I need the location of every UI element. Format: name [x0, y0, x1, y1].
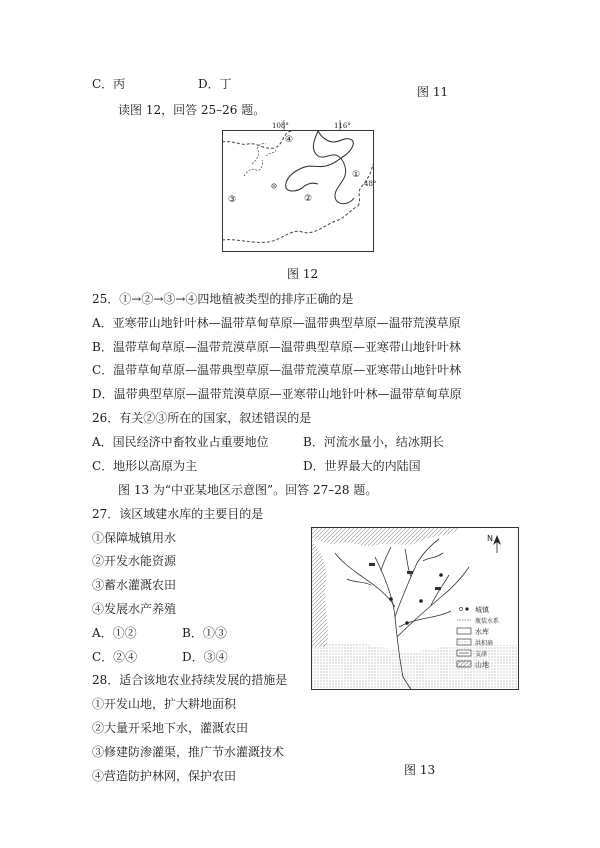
marker-3: ③ — [228, 195, 237, 205]
town-2 — [419, 599, 423, 603]
svg-text:支津: 支津 — [475, 651, 488, 658]
q25-stem: 25．①→②→③→④四地植被类型的排序正确的是 — [92, 292, 354, 306]
fig12-map — [222, 120, 377, 252]
town-3 — [405, 621, 409, 625]
option-c: C．丙 — [92, 77, 126, 91]
q25-option-b: B．温带草甸草原—温带荒漠草原—温带典型草原—亚寒带山地针叶林 — [92, 340, 461, 354]
river-1 — [252, 143, 266, 164]
svg-text:瓶装水系: 瓶装水系 — [475, 618, 500, 625]
town-4 — [439, 573, 443, 577]
q28-item-4: ④营造防护林网，保护农田 — [92, 769, 237, 783]
q25-option-c: C．温带草甸草原—温带典型草原—温带荒漠草原—亚寒带山地针叶林 — [92, 363, 462, 377]
intro-fig13: 图 13 为“中亚某地区示意图”。回答 27–28 题。 — [118, 483, 378, 497]
fig13-map — [311, 527, 519, 690]
q27-option-c: C．②④ — [92, 650, 138, 664]
q26-option-c: C．地形以高原为主 — [92, 459, 198, 473]
q25-option-a: A．亚寒带山地针叶林—温带草甸草原—温带典型草原—温带荒漠草原 — [92, 316, 461, 330]
q26-stem: 26．有关②③所在的国家，叙述错误的是 — [92, 411, 312, 425]
option-d: D．丁 — [198, 77, 232, 91]
q28-stem: 28．适合该地农业持续发展的措施是 — [92, 673, 288, 687]
intro-fig12: 读图 12，回答 25–26 题。 — [118, 103, 266, 117]
fig12-caption: 图 12 — [287, 267, 319, 281]
q27-item-3: ③蓄水灌溉农田 — [92, 578, 177, 592]
town-1 — [389, 597, 393, 601]
q27-stem: 27．该区域建水库的主要目的是 — [92, 507, 264, 521]
reservoir-1 — [369, 563, 375, 566]
marker-4: ④ — [285, 135, 294, 145]
q26-option-b: B．河流水量小，结冰期长 — [303, 435, 444, 449]
q27-option-d: D．③④ — [182, 650, 228, 664]
river-3 — [266, 150, 276, 156]
fig13-caption: 图 13 — [404, 763, 436, 777]
q25-option-d: D．温带典型草原—温带荒漠草原—亚寒带山地针叶林—温带草甸草原 — [92, 387, 462, 401]
svg-text:水库: 水库 — [475, 628, 489, 636]
svg-text:山地: 山地 — [475, 661, 489, 669]
border-north — [222, 131, 292, 148]
q27-item-2: ②开发水能资源 — [92, 554, 177, 568]
q26-option-d: D．世界最大的内陆国 — [303, 459, 421, 473]
q28-item-1: ①开发山地，扩大耕地面积 — [92, 697, 237, 711]
reservoir-3 — [435, 587, 441, 590]
q27-option-b: B．①③ — [182, 626, 227, 640]
q27-item-1: ①保障城镇用水 — [92, 531, 177, 545]
q27-option-a: A．①② — [92, 626, 137, 640]
svg-text:城镇: 城镇 — [475, 606, 489, 614]
reservoir-2 — [407, 571, 413, 574]
marker-1: ① — [352, 170, 361, 180]
q28-item-2: ②大量开采地下水，灌溉农田 — [92, 721, 249, 735]
border-south — [222, 206, 358, 242]
q27-item-4: ④发展水产养殖 — [92, 602, 177, 616]
svg-text:洪积扇: 洪积扇 — [475, 640, 494, 647]
fig11-caption: 图 11 — [417, 85, 449, 99]
q28-item-3: ③修建防渗灌渠，推广节水灌溉技术 — [92, 745, 285, 759]
q26-option-a: A．国民经济中畜牧业占重要地位 — [92, 435, 269, 449]
marker-2: ② — [304, 194, 313, 204]
lon-116-label: 116° — [334, 122, 351, 130]
lat-48-label: 48° — [364, 180, 377, 188]
svg-text:N: N — [487, 534, 493, 543]
lon-108-label: 108° — [272, 122, 289, 130]
